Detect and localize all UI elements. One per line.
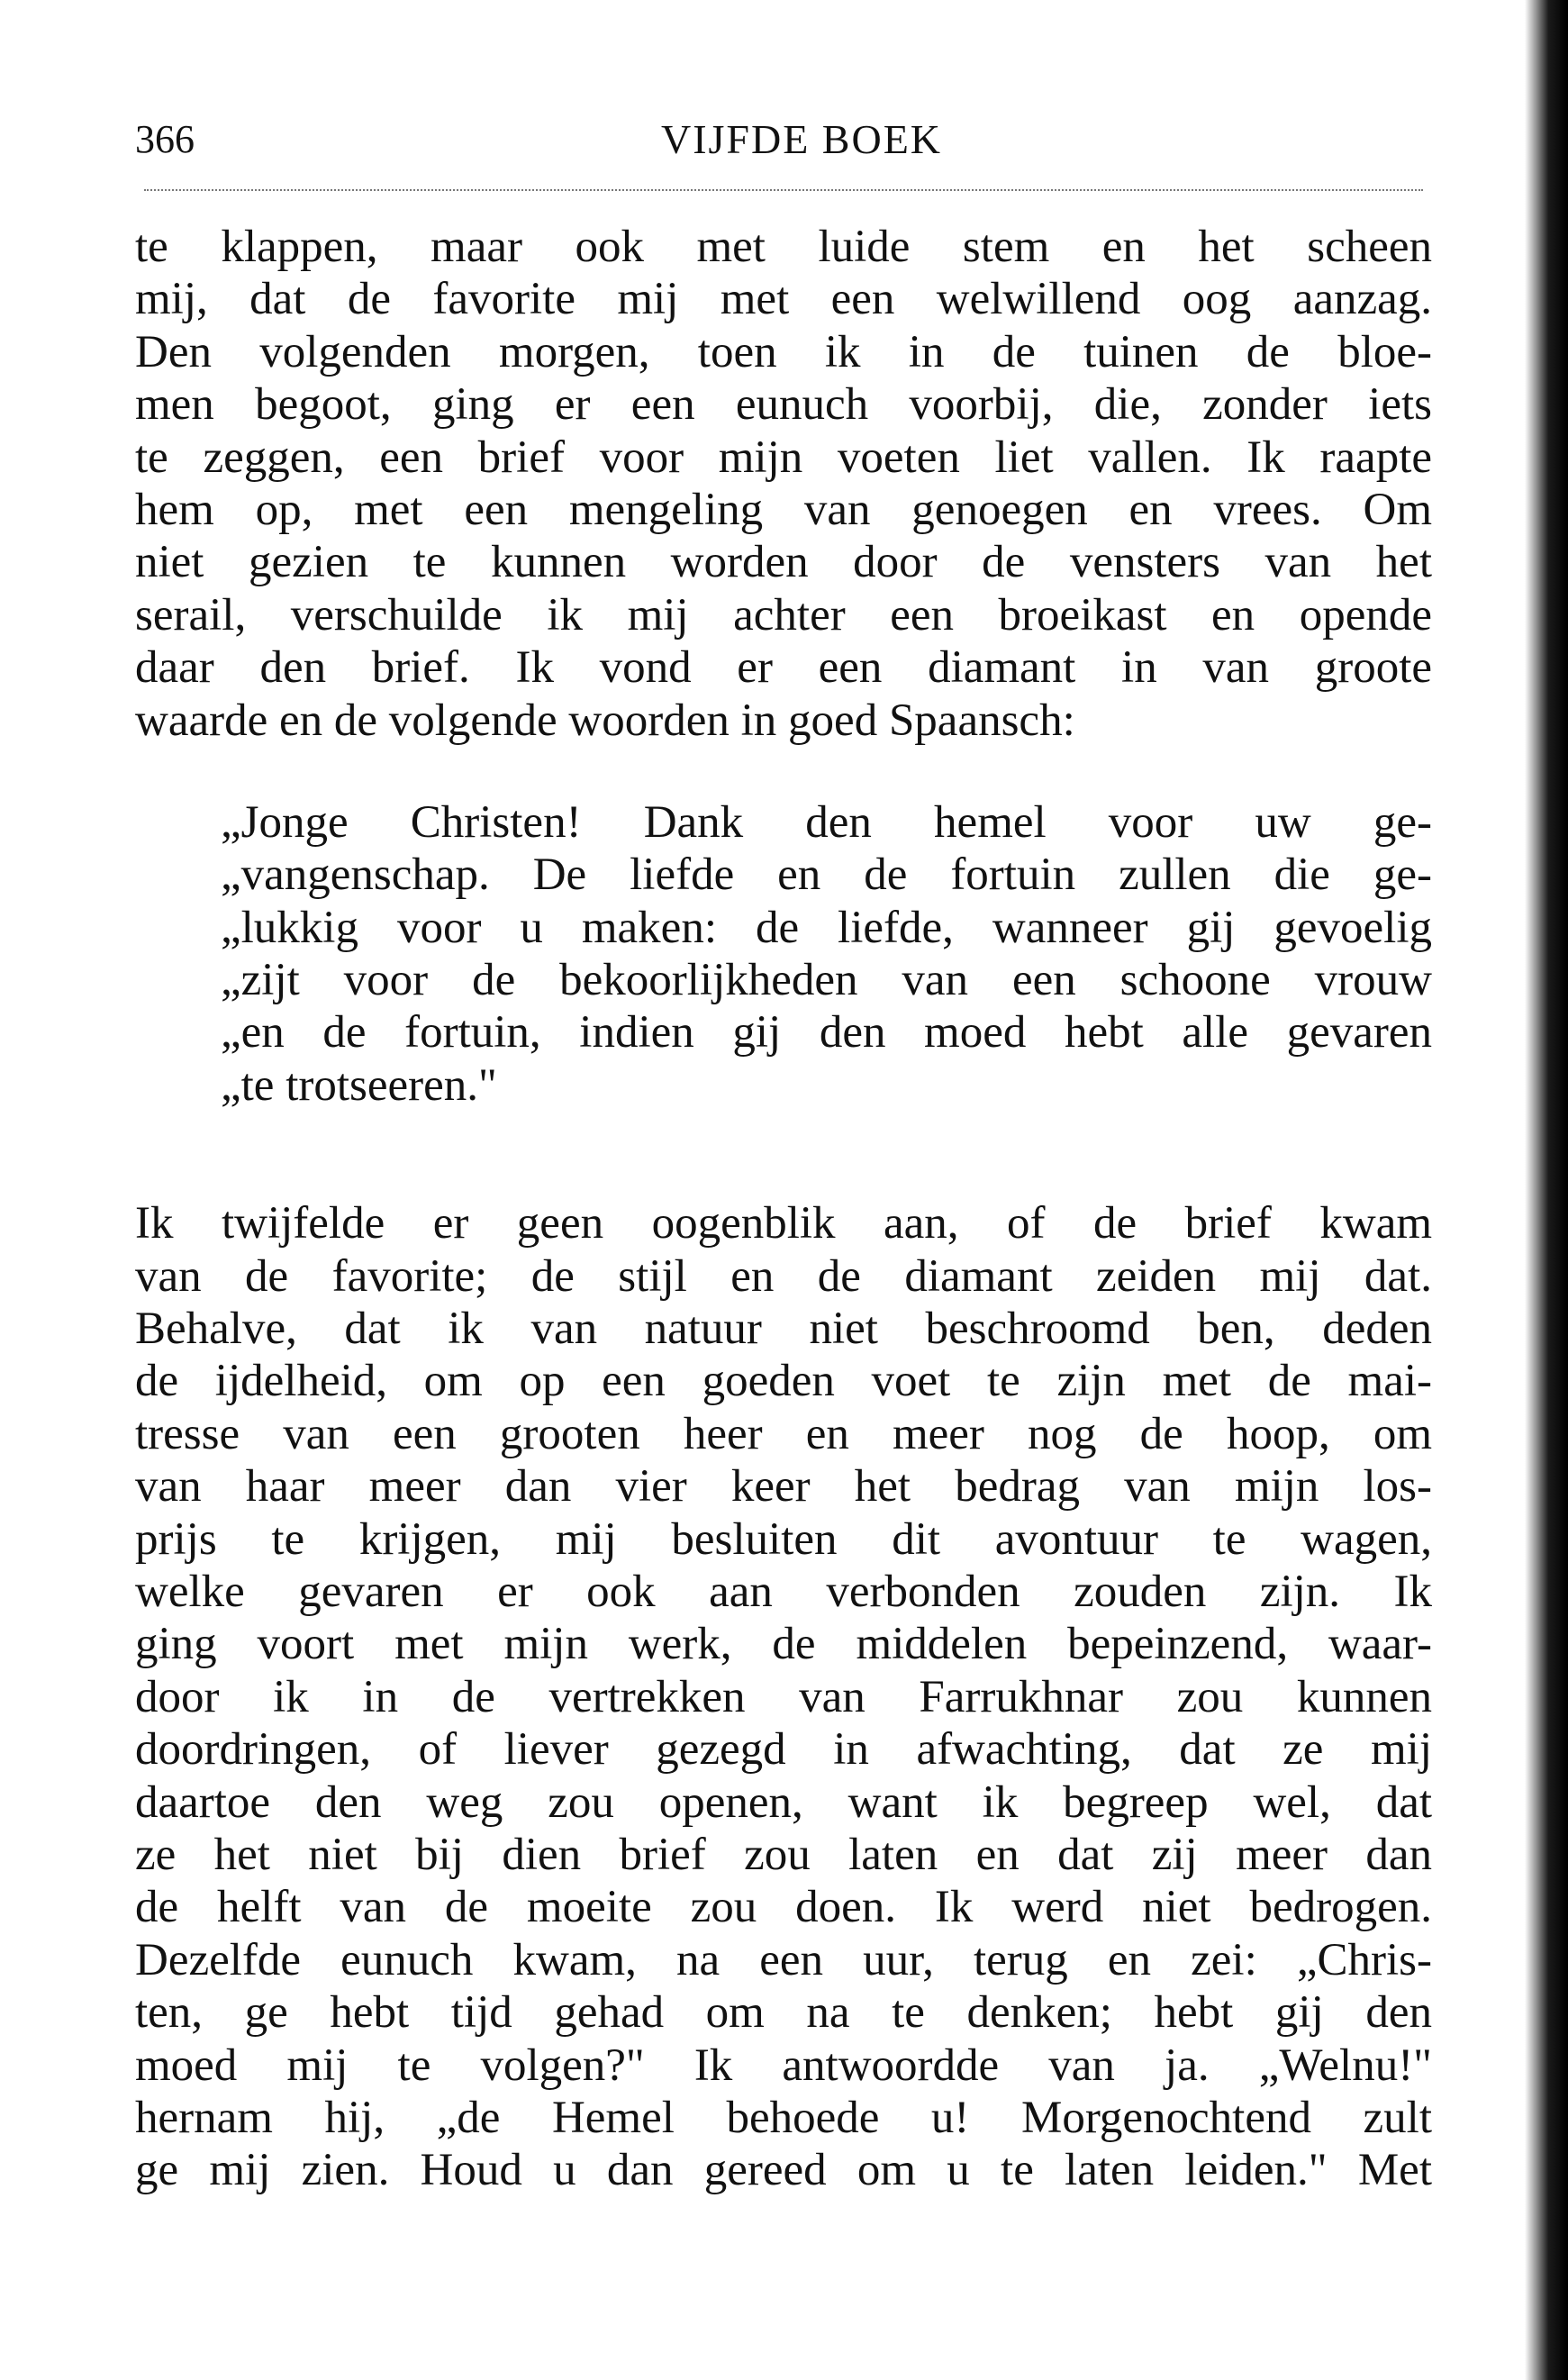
text-line: Behalve, dat ik van natuur niet beschroomd ben, deden xyxy=(135,1304,1432,1355)
quote-line: „lukkig voor u maken: de liefde, wanneer gij gevoelig xyxy=(221,902,1432,953)
text-line: ge mij zien. Houd u dan gereed om u te laten leiden." Met xyxy=(135,2145,1432,2196)
text-line: men begoot, ging er een eunuch voorbij, die, zonder iets xyxy=(135,379,1432,431)
text-line: daar den brief. Ik vond er een diamant in van groote xyxy=(135,642,1432,694)
quote-line: „zijt voor de bekoorlijkheden van een schoone vrouw xyxy=(221,955,1432,1006)
text-line: hem op, met een mengeling van genoegen en vrees. Om xyxy=(135,484,1432,535)
text-line: prijs te krijgen, mij besluiten dit avontuur te wagen, xyxy=(135,1513,1432,1565)
text-line: Dezelfde eunuch kwam, na een uur, terug en zei: „Chris- xyxy=(135,1934,1432,1985)
text-line: de ijdelheid, om op een goeden voet te zijn met de mai- xyxy=(135,1356,1432,1407)
quoted-letter xyxy=(135,796,1432,1112)
quote-line: „Jonge Christen! Dank den hemel voor uw ge- xyxy=(221,796,1432,848)
text-line: mij, dat de favorite mij met een welwillend oog aanzag. xyxy=(135,274,1432,325)
text-line: Ik twijfelde er geen oogenblik aan, of de brief kwam xyxy=(135,1198,1432,1249)
page-number: 366 xyxy=(135,117,195,161)
text-line: van haar meer dan vier keer het bedrag van mijn los- xyxy=(135,1461,1432,1512)
text-line: niet gezien te kunnen worden door de vensters van het xyxy=(135,537,1432,588)
paragraph-1 xyxy=(135,221,1432,747)
text-line: ten, ge hebt tijd gehad om na te denken; hebt gij den xyxy=(135,1987,1432,2039)
spacer xyxy=(135,1112,1432,1197)
text-line: te klappen, maar ook met luide stem en het scheen xyxy=(135,222,1432,272)
page-header xyxy=(135,113,1432,176)
text-line: Den volgenden morgen, toen ik in de tuinen de bloe- xyxy=(135,326,1432,377)
text-line: serail, verschuilde ik mij achter een broeikast en opende xyxy=(135,589,1432,640)
quote-line: „te trotseeren." xyxy=(221,1059,497,1111)
paragraph-2 xyxy=(135,1197,1432,2196)
text-line: welke gevaren er ook aan verbonden zouden zijn. Ik xyxy=(135,1566,1432,1617)
running-title: VIJFDE BOEK xyxy=(660,116,943,162)
quote-line: „en de fortuin, indien gij den moed hebt alle gevaren xyxy=(221,1007,1432,1058)
spacer xyxy=(135,747,1432,796)
text-line: hernam hij, „de Hemel behoede u! Morgenochtend zult xyxy=(135,2092,1432,2143)
text-line: te zeggen, een brief voor mijn voeten liet vallen. Ik raapte xyxy=(135,431,1432,483)
text-line: van de favorite; de stijl en de diamant zeiden mij dat. xyxy=(135,1250,1432,1302)
scan-binding-edge xyxy=(1525,0,1568,2380)
text-line: waarde en de volgende woorden in goed Spaansch: xyxy=(135,695,1075,746)
text-line: ging voort met mijn werk, de middelen bepeinzend, waar- xyxy=(135,1619,1432,1670)
text-line: de helft van de moeite zou doen. Ik werd niet bedrogen. xyxy=(135,1882,1432,1933)
text-line: ze het niet bij dien brief zou laten en dat zij meer dan xyxy=(135,1829,1432,1880)
quote-line: „vangenschap. De liefde en de fortuin zullen die ge- xyxy=(221,849,1432,901)
text-line: moed mij te volgen?" Ik antwoordde van ja. „Welnu!" xyxy=(135,2039,1432,2091)
text-line: doordringen, of liever gezegd in afwachting, dat ze mij xyxy=(135,1724,1432,1776)
body-text xyxy=(135,221,1432,2197)
text-line: door ik in de vertrekken van Farrukhnar zou kunnen xyxy=(135,1671,1432,1722)
header-divider xyxy=(144,189,1423,191)
text-line: tresse van een grooten heer en meer nog de hoop, om xyxy=(135,1408,1432,1459)
text-line: daartoe den weg zou openen, want ik begreep wel, dat xyxy=(135,1776,1432,1828)
